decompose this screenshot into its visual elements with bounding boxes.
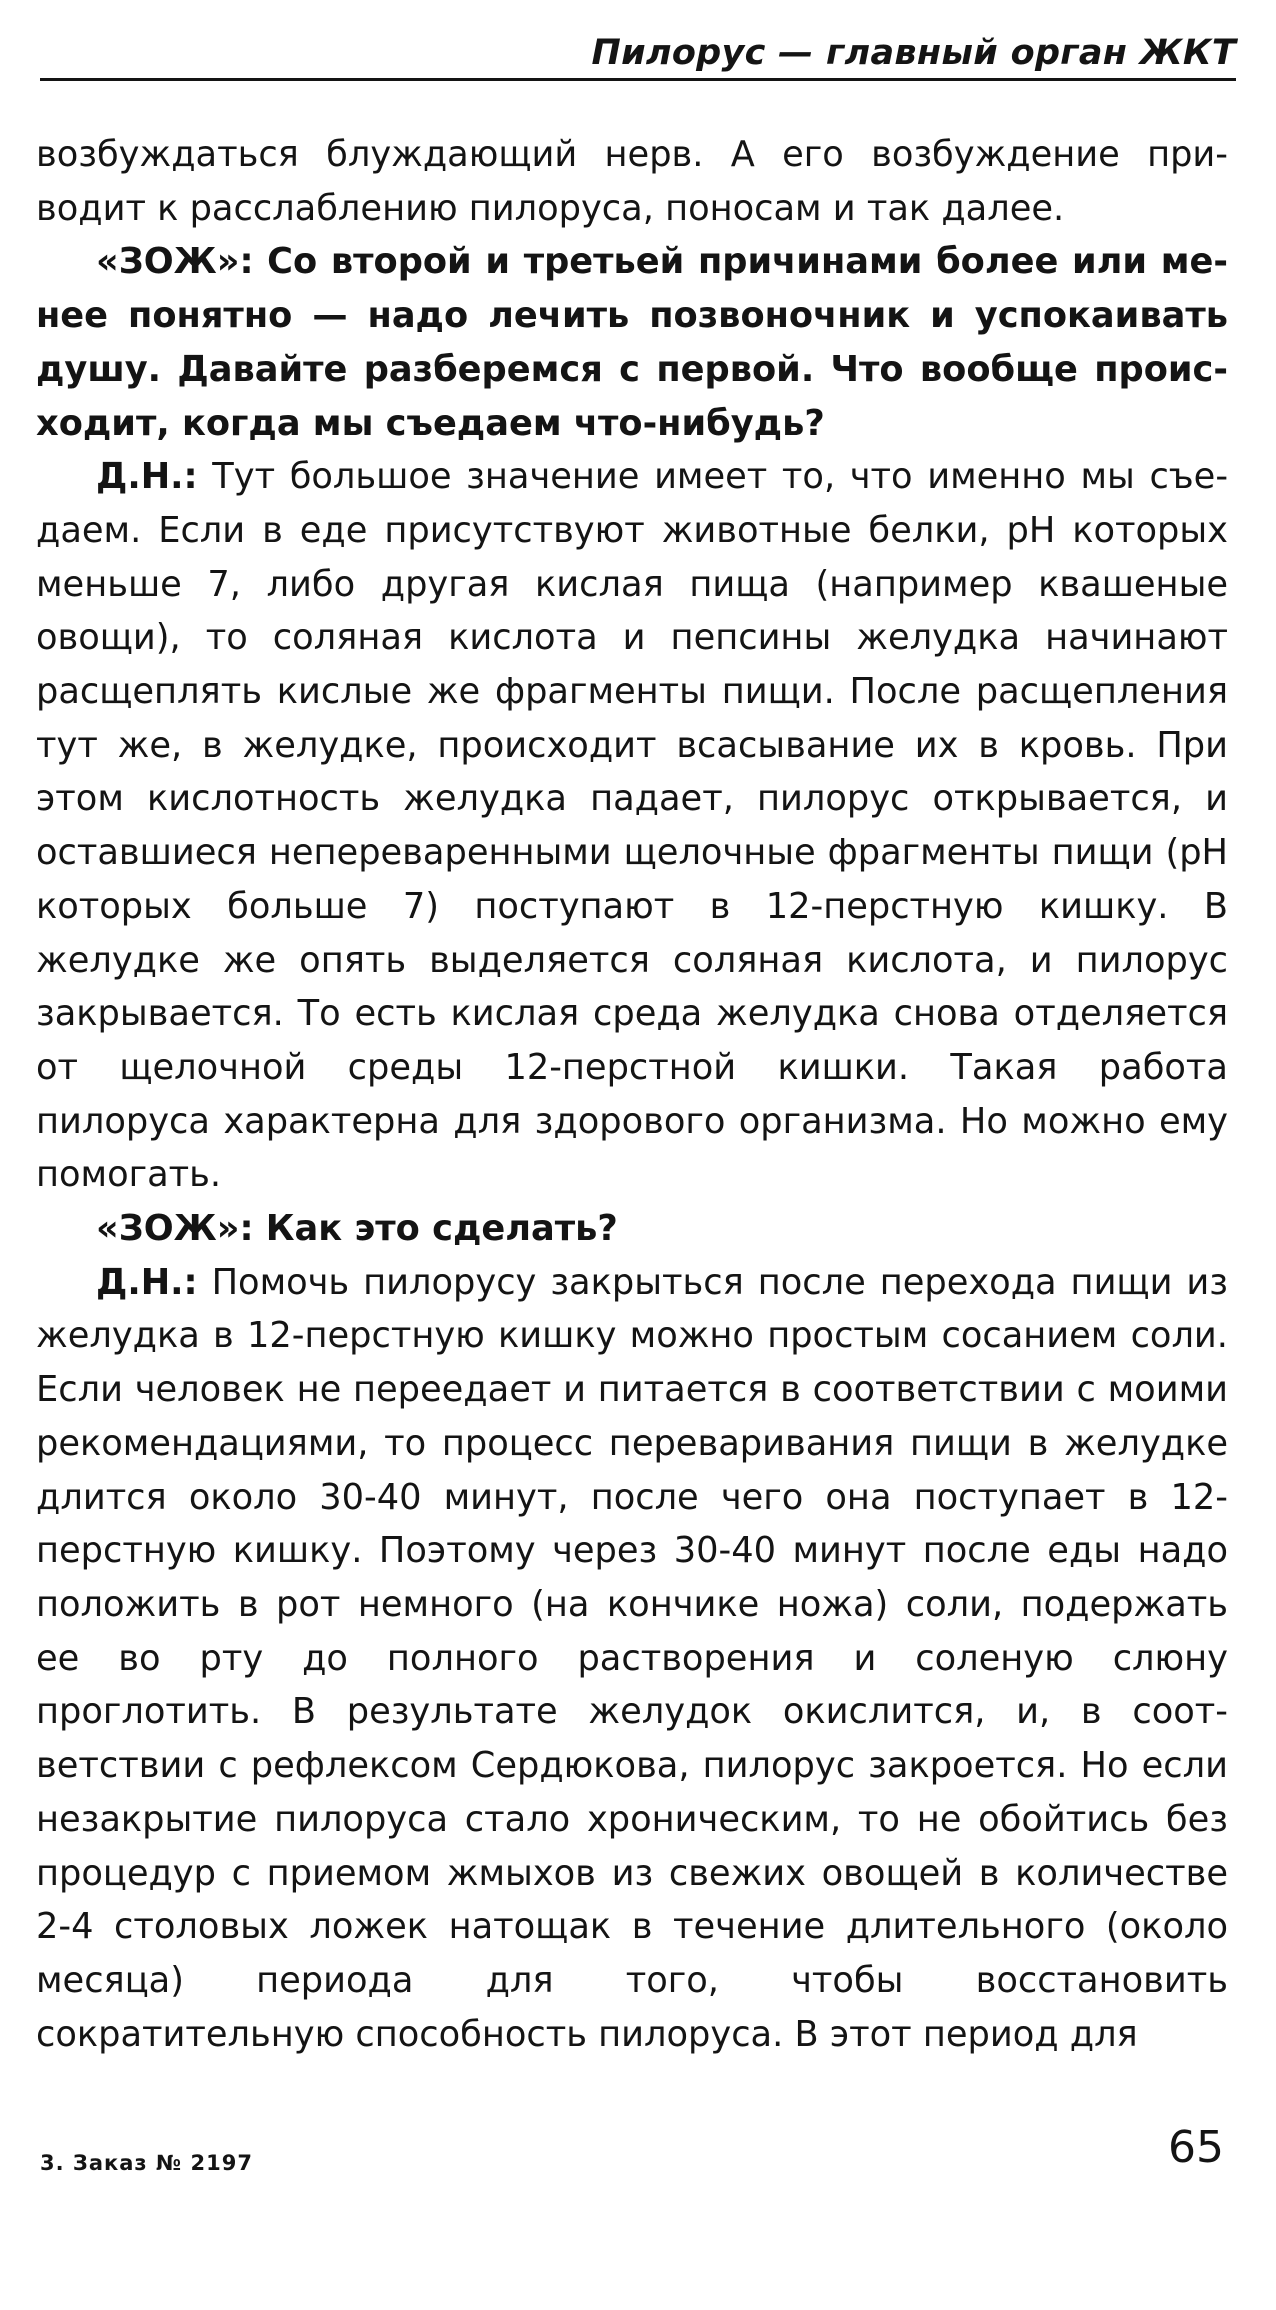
body-text	[36, 128, 1228, 2061]
speaker-label: Д.Н.:	[96, 1261, 198, 1303]
printer-signature: 3. Заказ № 2197	[40, 2151, 253, 2175]
interviewer-question	[36, 1202, 1228, 1256]
interviewer-question	[36, 235, 1228, 450]
paragraph-text: «ЗОЖ»: Как это сделать?	[96, 1208, 618, 1250]
page-number: 65	[1168, 2122, 1224, 2173]
answer-paragraph	[36, 1256, 1228, 2062]
running-header-title: Пилорус — главный орган ЖКТ	[591, 33, 1236, 73]
running-header	[40, 30, 1236, 76]
paragraph-text: Тут большое значение имеет то, что именно мы съедаем. Если в еде присутствуют животные белки, pH которых меньше 7, либо другая кислая пища (например квашеные овощи), то соляная кислота и пепсины желудка начинают расщеплять кислые же фрагменты пищи. После расщепления тут же, в желудке, происходит всасывание их в кровь. При этом кислотность желудка падает, пилорус открывается, и оставшиеся непереваренными щелочные фрагменты пищи (pH которых больше 7) поступают в 12-перстную кишку. В желудке же опять выделяется соляная кислота, и пилорус закрывается. То есть кислая среда желудка снова отделяется от щелочной среды 12-перстной кишки. Такая работа пилоруса характерна для здорового организма. Но можно ему помогать.	[36, 456, 1229, 1196]
speaker-label: Д.Н.:	[96, 456, 198, 498]
paragraph-text: «ЗОЖ»: Со второй и третьей причинами более или менее понятно — надо лечить позвоночник и успокаивать душу. Давайте разберемся с первой. Что вообще происходит, когда мы съедаем что-нибудь?	[36, 241, 1228, 444]
answer-paragraph	[36, 450, 1228, 1202]
header-divider	[40, 78, 1236, 81]
paragraph-text: Помочь пилорусу закрыться после перехода пищи из желудка в 12-перстную кишку можно простым сосанием соли. Если человек не переедает и питается в соответствии с моими рекомендациями, то процесс переваривания пищи в желудке длится около 30-40 минут, после чего она поступает в 12-перстную кишку. Поэтому через 30-40 минут после еды надо положить в рот немного (на кончике ножа) соли, подержать ее во рту до полного растворения и соленую слюну проглотить. В результате желудок окислится, и, в соответствии с рефлексом Сердюкова, пилорус закроется. Но если незакрытие пилоруса стало хроническим, то не обойтись без процедур с приемом жмыхов из свежих овощей в количестве 2-4 столовых ложек натощак в течение длительного (около месяца) периода для того, чтобы восстановить сократительную способность пилоруса. В этот период для	[36, 1261, 1229, 2055]
paragraph-text: возбуждаться блуждающий нерв. А его возбуждение приводит к расслаблению пилоруса, поносам и так далее.	[36, 134, 1228, 229]
paragraph-continuation	[36, 128, 1228, 235]
